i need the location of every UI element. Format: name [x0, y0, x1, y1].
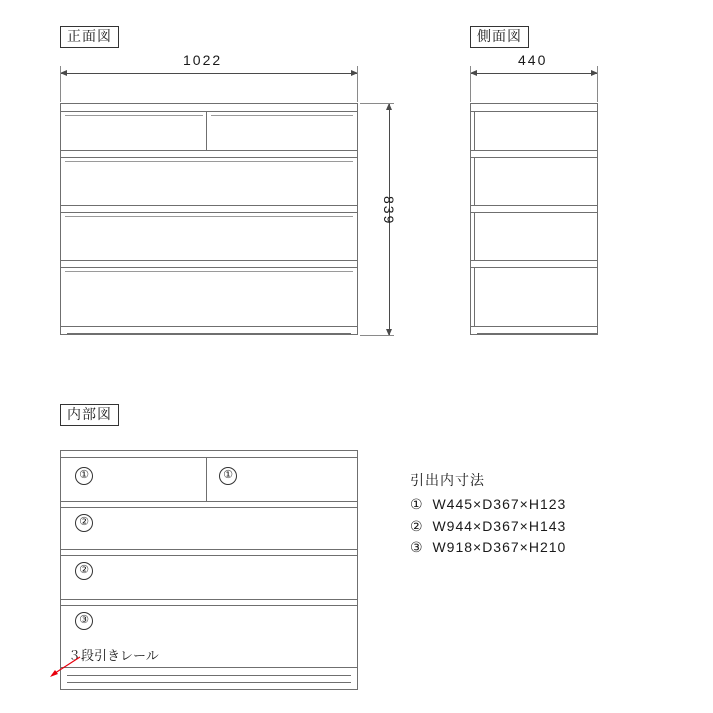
side-cabinet-body	[470, 103, 598, 335]
depth-dimension-line	[470, 73, 598, 74]
side-front-edge-3	[474, 213, 475, 260]
inner-plinth-line-2	[67, 682, 351, 683]
side-row4-top	[471, 267, 597, 268]
depth-extension-left	[470, 66, 471, 102]
side-row3-bottom	[471, 260, 597, 261]
front-row1-divider	[206, 112, 207, 150]
side-view-label: 側面図	[470, 26, 529, 48]
side-row2-bottom	[471, 205, 597, 206]
side-row1-bottom	[471, 150, 597, 151]
spec-row-3	[410, 537, 690, 559]
inner-row3-bottom	[61, 599, 357, 600]
height-dimension-text: 839	[381, 196, 397, 226]
front-row1-left-inner	[65, 115, 203, 116]
spec-title: 引出内寸法	[410, 472, 485, 488]
side-row2-top	[471, 157, 597, 158]
inner-row2-bottom	[61, 549, 357, 550]
front-plinth-line	[67, 333, 351, 334]
front-row4-inner	[65, 271, 353, 272]
inner-row2-top	[61, 507, 357, 508]
inner-marker-1-right: ①	[219, 467, 237, 485]
front-row1-right-inner	[211, 115, 353, 116]
inner-row4-bottom	[61, 667, 357, 668]
front-top-panel-line	[61, 111, 357, 112]
spec-text-1: W445×D367×H123	[432, 496, 567, 512]
height-extension-bottom	[360, 335, 394, 336]
front-row2-inner	[65, 161, 353, 162]
side-top-panel-line	[471, 111, 597, 112]
inner-marker-3: ③	[75, 612, 93, 630]
side-row4-bottom	[471, 326, 597, 327]
inner-plinth-line-1	[67, 675, 351, 676]
width-extension-right	[357, 66, 358, 102]
side-front-edge-1	[474, 112, 475, 150]
inner-row4-top	[61, 605, 357, 606]
inner-dimension-spec	[410, 470, 690, 559]
spec-text-3: W918×D367×H210	[432, 539, 567, 556]
width-dimension-line	[60, 73, 358, 74]
inner-row1-bottom	[61, 501, 357, 502]
inner-view-label: 内部図	[60, 404, 119, 426]
front-row1-bottom	[61, 150, 357, 151]
inner-row1-divider	[206, 458, 207, 501]
side-plinth-line	[477, 333, 597, 334]
depth-extension-right	[597, 66, 598, 102]
spec-row-2	[410, 516, 690, 538]
width-arrow-left-icon	[60, 70, 67, 76]
spec-marker-3: ③	[410, 539, 424, 556]
spec-text-2: W944×D367×H143	[432, 517, 567, 534]
front-row4-top	[61, 267, 357, 268]
front-view-label: 正面図	[60, 26, 119, 48]
side-front-edge-2	[474, 158, 475, 205]
width-extension-left	[60, 66, 61, 102]
spec-row-1	[410, 494, 690, 516]
side-row3-top	[471, 212, 597, 213]
inner-marker-2-a: ②	[75, 514, 93, 532]
spec-marker-2: ②	[410, 517, 424, 534]
height-extension-top	[360, 103, 394, 104]
depth-arrow-left-icon	[470, 70, 477, 76]
inner-top-panel-line	[61, 457, 357, 458]
front-row2-top	[61, 157, 357, 158]
height-arrow-up-icon	[386, 103, 392, 110]
front-row4-bottom	[61, 326, 357, 327]
width-dimension-text: 1022	[183, 52, 223, 68]
spec-marker-1: ①	[410, 496, 424, 512]
depth-dimension-text: 440	[518, 52, 548, 68]
inner-marker-2-b: ②	[75, 562, 93, 580]
inner-marker-1-left: ①	[75, 467, 93, 485]
front-row3-bottom	[61, 260, 357, 261]
rail-leader-arrow-icon	[48, 655, 82, 679]
rail-note-text: ３段引きレール	[68, 648, 159, 663]
front-row3-top	[61, 212, 357, 213]
front-row3-inner	[65, 216, 353, 217]
front-cabinet-body	[60, 103, 358, 335]
side-front-edge-4	[474, 268, 475, 326]
inner-row3-top	[61, 555, 357, 556]
front-row2-bottom	[61, 205, 357, 206]
